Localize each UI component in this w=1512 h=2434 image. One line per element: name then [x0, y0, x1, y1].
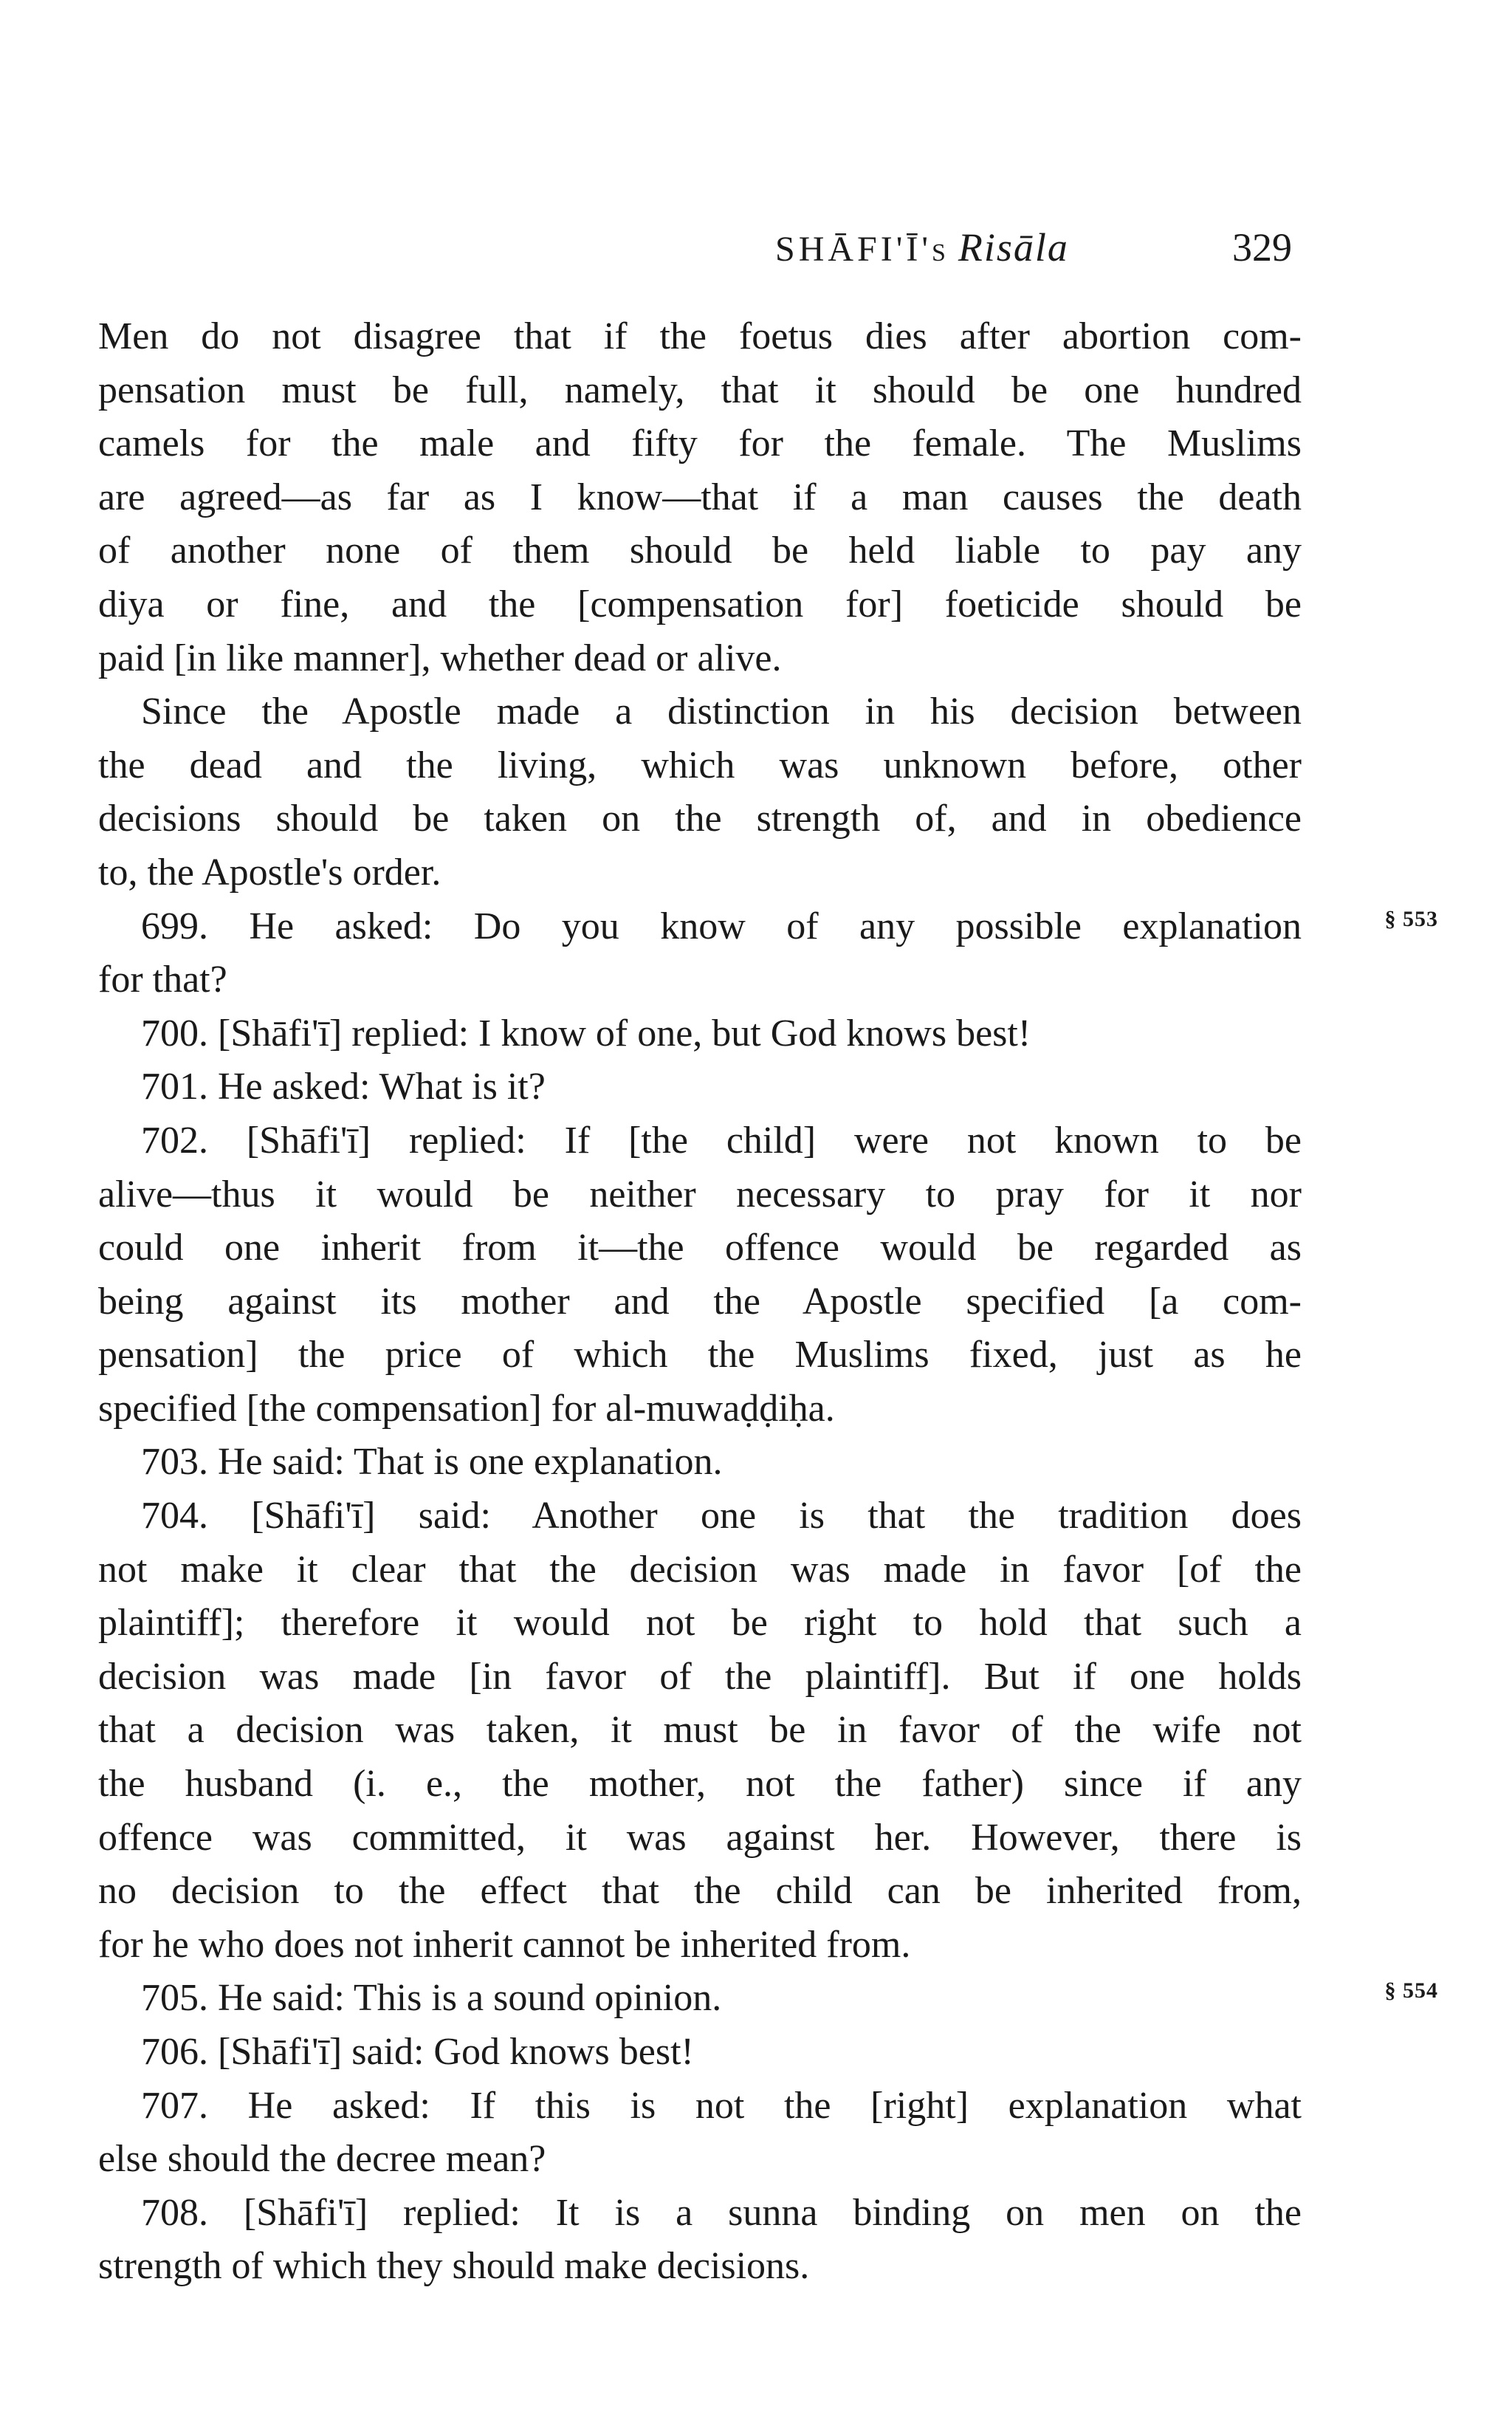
running-title-italic: Risāla [958, 225, 1069, 270]
text-line: pensation] the price of which the Muslims fixed, just as he [98, 1334, 1302, 1377]
paragraph-line: 700. [Shāfi'ī] replied: I know of one, but God knows best! [141, 1012, 1031, 1055]
text-line: no decision to the effect that the child can be inherited from, [98, 1870, 1302, 1913]
paragraph-line: 708. [Shāfi'ī] replied: It is a sunna binding on men on the [141, 2191, 1302, 2234]
text-line: not make it clear that the decision was made in favor [of the [98, 1548, 1302, 1591]
text-line: plaintiff]; therefore it would not be right to hold that such a [98, 1602, 1302, 1645]
text-line: paid [in like manner], whether dead or alive. [98, 637, 782, 679]
text-line: being against its mother and the Apostle specified [a com- [98, 1280, 1302, 1323]
text-line: to, the Apostle's order. [98, 851, 441, 894]
paragraph-line: 707. He asked: If this is not the [right] explanation what [141, 2084, 1302, 2127]
text-line: for that? [98, 959, 227, 1001]
text-line: pensation must be full, namely, that it should be one hundred [98, 368, 1302, 411]
text-line: Since the Apostle made a distinction in his decision between [141, 690, 1302, 733]
text-line: could one inherit from it—the offence would be regarded as [98, 1227, 1302, 1269]
running-header [775, 222, 1292, 273]
page-number: 329 [1232, 225, 1292, 270]
text-line: strength of which they should make decisions. [98, 2245, 810, 2288]
body-text [98, 310, 1302, 2294]
paragraph-line: 705. He said: This is a sound opinion. [141, 1977, 722, 2020]
paragraph-line: 699. He asked: Do you know of any possible explanation [141, 905, 1302, 947]
text-line: else should the decree mean? [98, 2138, 546, 2181]
text-line: Men do not disagree that if the foetus dies after abortion com- [98, 315, 1302, 357]
paragraph-line: 703. He said: That is one explanation. [141, 1441, 723, 1484]
text-line: camels for the male and fifty for the female. The Muslims [98, 422, 1302, 465]
running-title: SHĀFI'Ī's [775, 230, 949, 269]
text-line: are agreed—as far as I know—that if a man causes the death [98, 476, 1302, 518]
paragraph-line: 701. He asked: What is it? [141, 1066, 546, 1108]
text-line: for he who does not inherit cannot be inherited from. [98, 1923, 911, 1966]
margin-section-marker: § 554 [1384, 1978, 1438, 2003]
text-line: diya or fine, and the [compensation for] foeticide should be [98, 583, 1302, 625]
text-line: that a decision was taken, it must be in favor of the wife not [98, 1709, 1302, 1752]
text-line: the dead and the living, which was unknown before, other [98, 744, 1302, 786]
text-line: the husband (i. e., the mother, not the father) since if any [98, 1763, 1302, 1806]
text-line: of another none of them should be held liable to pay any [98, 529, 1302, 572]
margin-section-marker: § 553 [1384, 907, 1438, 931]
text-line: decision was made [in favor of the plaintiff]. But if one holds [98, 1655, 1302, 1698]
text-line: specified [the compensation] for al-muwaḍḍiḥa. [98, 1387, 835, 1430]
text-line: alive—thus it would be neither necessary to pray for it nor [98, 1173, 1302, 1216]
paragraph-line: 702. [Shāfi'ī] replied: If [the child] were not known to be [141, 1119, 1302, 1162]
paragraph-line: 706. [Shāfi'ī] said: God knows best! [141, 2031, 694, 2073]
text-line: decisions should be taken on the strength of, and in obedience [98, 798, 1302, 840]
paragraph-line: 704. [Shāfi'ī] said: Another one is that the tradition does [141, 1495, 1302, 1537]
text-line: offence was committed, it was against her. However, there is [98, 1816, 1302, 1859]
